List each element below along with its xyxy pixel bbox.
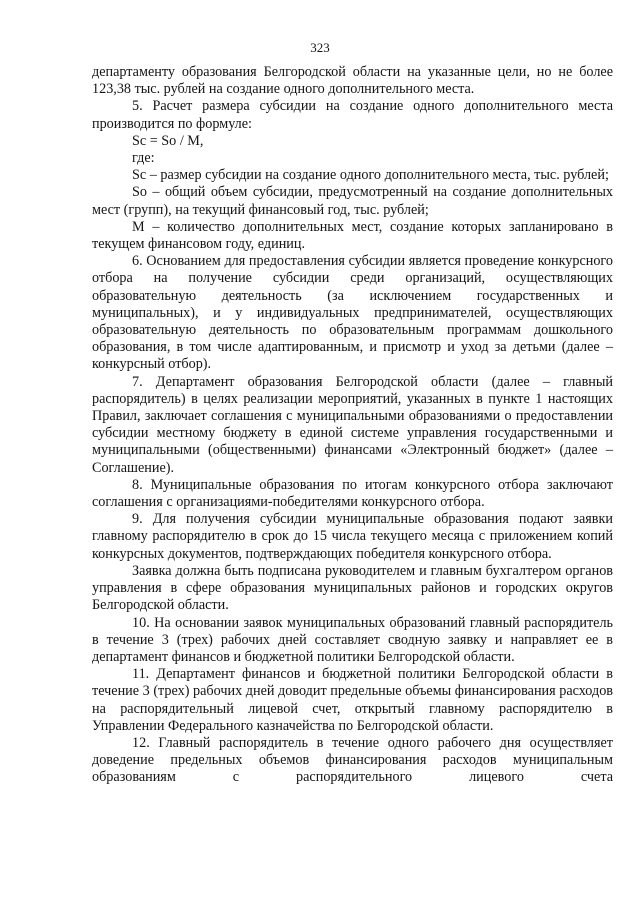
paragraph-12: 12. Главный распорядитель в течение одного рабочего дня осуществляет доведение предельных объемов финансирования расходов муниципальным образованиям с распорядительного лицевого счета (92, 734, 613, 786)
paragraph-11: 11. Департамент финансов и бюджетной политики Белгородской области в течение 3 (трех) рабочих дней доводит предельные объемы финансирования расходов на распорядительный лицевой счет, открытый главному распорядителю в Управлении Федерального казначейства по Белгородской области. (92, 666, 613, 734)
paragraph-7: 7. Департамент образования Белгородской области (далее – главный распорядитель) в целях реализации мероприятий, указанных в пункте 1 настоящих Правил, заключает соглашения с муниципальными образованиями о предоставлении субсидии местному бюджету в единой системе управления государственными и муниципальными (общественными) финансами «Электронный бюджет» (далее – Соглашение). (92, 373, 613, 476)
paragraph-9: 9. Для получения субсидии муниципальные образования подают заявки главному распорядителю в срок до 15 числа текущего месяца с приложением копий конкурсных документов, подтверждающих победителя конкурсного отбора. (92, 511, 613, 562)
paragraph-10: 10. На основании заявок муниципальных образований главный распорядитель в течение 3 (трех) рабочих дней составляет сводную заявку и направляет ее в департамент финансов и бюджетной политики Белгородской области. (92, 614, 613, 665)
where-label: где: (132, 150, 155, 167)
paragraph-8: 8. Муниципальные образования по итогам конкурсного отбора заключают соглашения с организациями-победителями конкурсного отбора. (92, 476, 613, 511)
paragraph-continuation: департаменту образования Белгородской области на указанные цели, но не более 123,38 тыс. рублей на создание одного дополнительного места. (92, 64, 613, 98)
paragraph-6: 6. Основанием для предоставления субсидии является проведение конкурсного отбора на получение субсидии среди организаций, осуществляющих образовательную деятельность (за исключением государственных и муниципальных), и у индивидуальных предпринимателей, осуществляющих образовательную деятельность по образовательным программам дошкольного образования, в том числе адаптированным, и присмотр и уход за детьми (далее – конкурсный отбор). (92, 253, 613, 373)
formula: Sc = So / M, (132, 132, 204, 149)
document-body (92, 64, 613, 787)
definition-m: M – количество дополнительных мест, создание которых запланировано в текущем финансовом году, единиц. (92, 218, 613, 253)
definition-sc: Sc – размер субсидии на создание одного дополнительного места, тыс. рублей; (132, 167, 609, 184)
page-number: 323 (310, 40, 330, 55)
definition-so: So – общий объем субсидии, предусмотренный на создание дополнительных мест (групп), на текущий финансовый год, тыс. рублей; (92, 184, 613, 218)
paragraph-5: 5. Расчет размера субсидии на создание одного дополнительного места производится по формуле: (92, 98, 613, 132)
paragraph-9-application: Заявка должна быть подписана руководителем и главным бухгалтером органов управления в сфере образования муниципальных районов и городских округов Белгородской области. (92, 562, 613, 614)
